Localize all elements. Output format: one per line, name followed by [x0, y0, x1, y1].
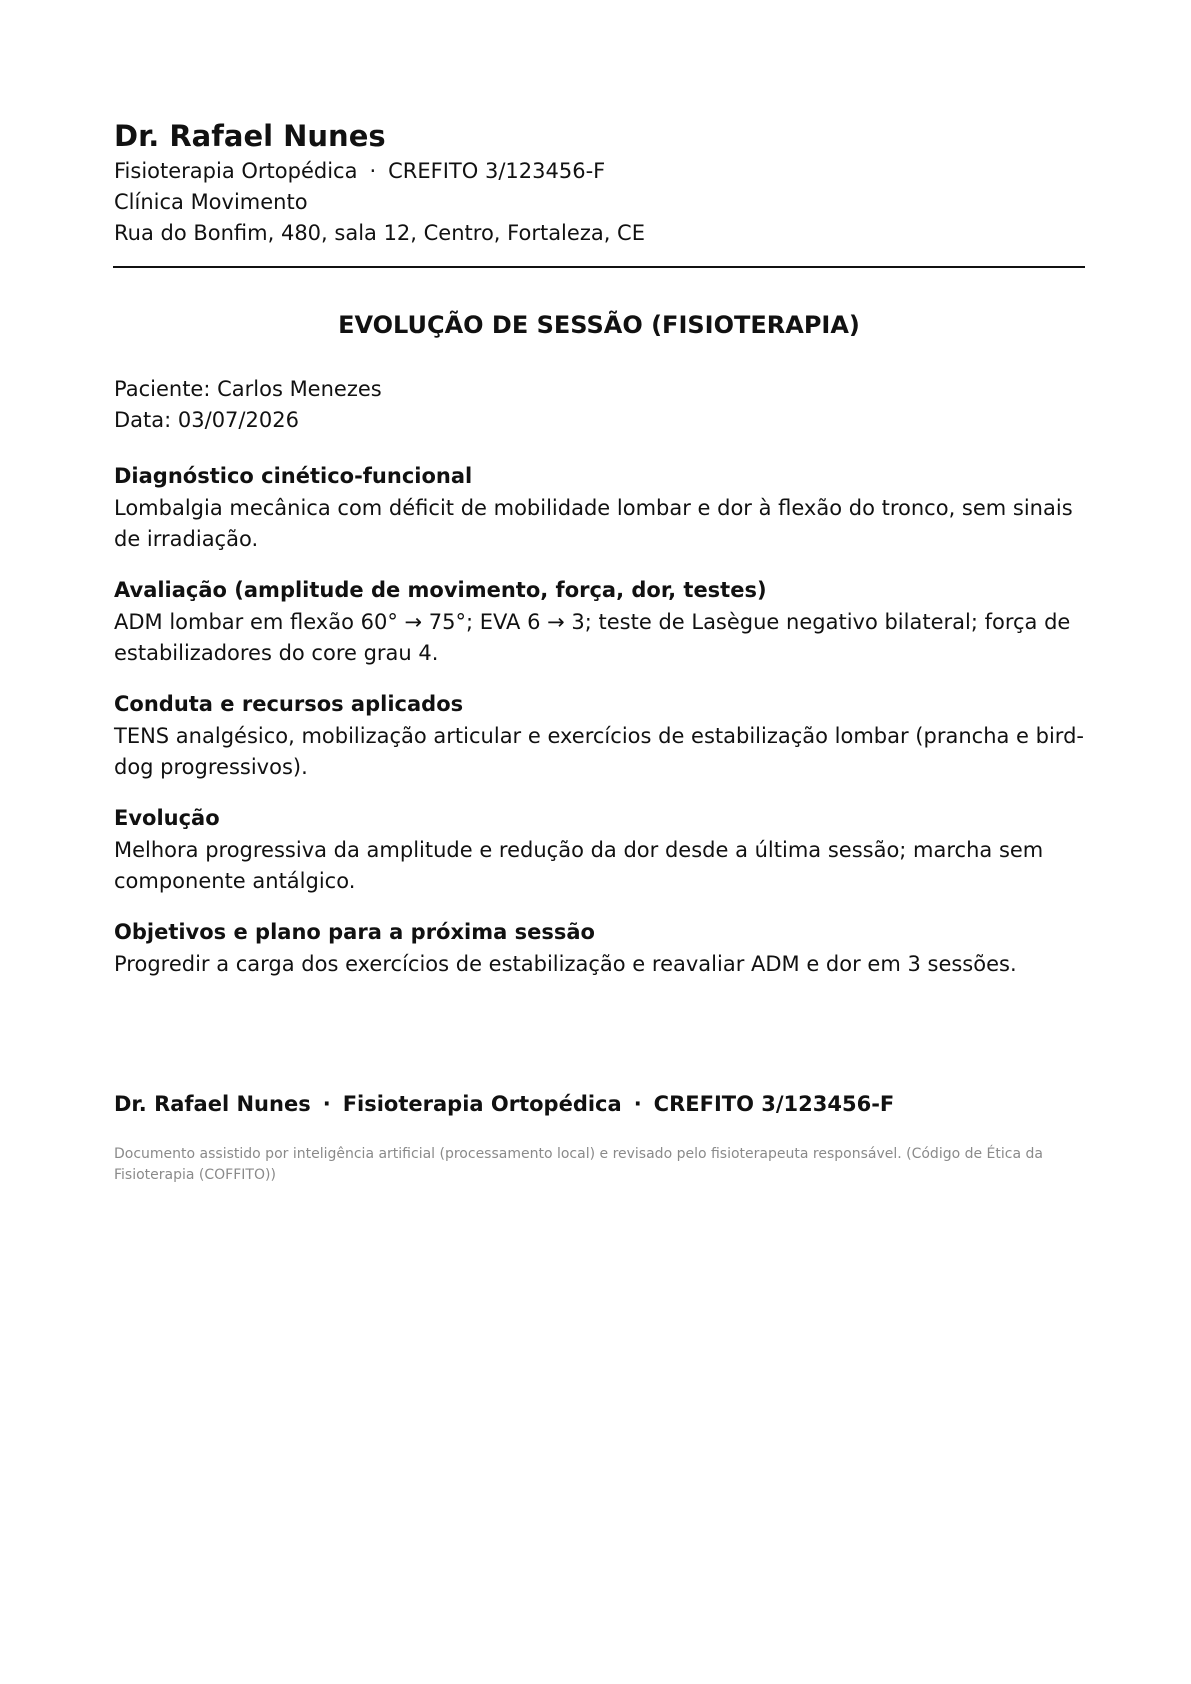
separator: · [322, 1092, 331, 1116]
clinic-name: Clínica Movimento [114, 190, 308, 214]
section-body: TENS analgésico, mobilização articular e exercícios de estabilização lombar (prancha e bird-dog progressivos). [114, 724, 1084, 779]
signature-name: Dr. Rafael Nunes [114, 1092, 311, 1116]
session-date: Data: 03/07/2026 [114, 408, 299, 432]
doctor-name: Dr. Rafael Nunes [114, 119, 386, 153]
section-evolution [114, 802, 1084, 897]
signature-line [114, 1088, 1084, 1120]
signature-registration: CREFITO 3/123456-F [653, 1092, 895, 1116]
clinical-sections [114, 460, 1084, 999]
section-treatment [114, 688, 1084, 783]
patient-name: Paciente: Carlos Menezes [114, 377, 382, 401]
document-title: EVOLUÇÃO DE SESSÃO (FISIOTERAPIA) [338, 311, 860, 339]
specialty-registration-line [114, 156, 1084, 187]
section-heading: Diagnóstico cinético-funcional [114, 464, 473, 488]
ai-disclaimer: Documento assistido por inteligência artificial (processamento local) e revisado pelo fisioterapeuta responsável. (Código de Ética da Fisioterapia (COFFITO)) [114, 1146, 1043, 1183]
registration-number: CREFITO 3/123456-F [388, 159, 606, 183]
separator: · [369, 159, 377, 183]
section-body: Melhora progressiva da amplitude e redução da dor desde a última sessão; marcha sem componente antálgico. [114, 838, 1044, 893]
section-body: Progredir a carga dos exercícios de estabilização e reavaliar ADM e dor em 3 sessões. [114, 952, 1017, 976]
separator: · [633, 1092, 642, 1116]
section-diagnosis [114, 460, 1084, 555]
section-body: Lombalgia mecânica com déficit de mobilidade lombar e dor à flexão do tronco, sem sinais de irradiação. [114, 496, 1073, 551]
specialty: Fisioterapia Ortopédica [114, 159, 358, 183]
section-heading: Avaliação (amplitude de movimento, força, dor, testes) [114, 578, 767, 602]
clinic-address: Rua do Bonfim, 480, sala 12, Centro, Fortaleza, CE [114, 221, 645, 245]
section-heading: Conduta e recursos aplicados [114, 692, 464, 716]
section-heading: Objetivos e plano para a próxima sessão [114, 920, 595, 944]
section-plan [114, 916, 1084, 980]
section-body: ADM lombar em flexão 60° → 75°; EVA 6 → 3; teste de Lasègue negativo bilateral; força de estabilizadores do core grau 4. [114, 610, 1071, 665]
section-heading: Evolução [114, 806, 220, 830]
section-assessment [114, 574, 1084, 669]
letterhead [114, 116, 1084, 249]
patient-info [114, 374, 1084, 436]
header-divider [113, 266, 1085, 268]
signature-specialty: Fisioterapia Ortopédica [342, 1092, 622, 1116]
